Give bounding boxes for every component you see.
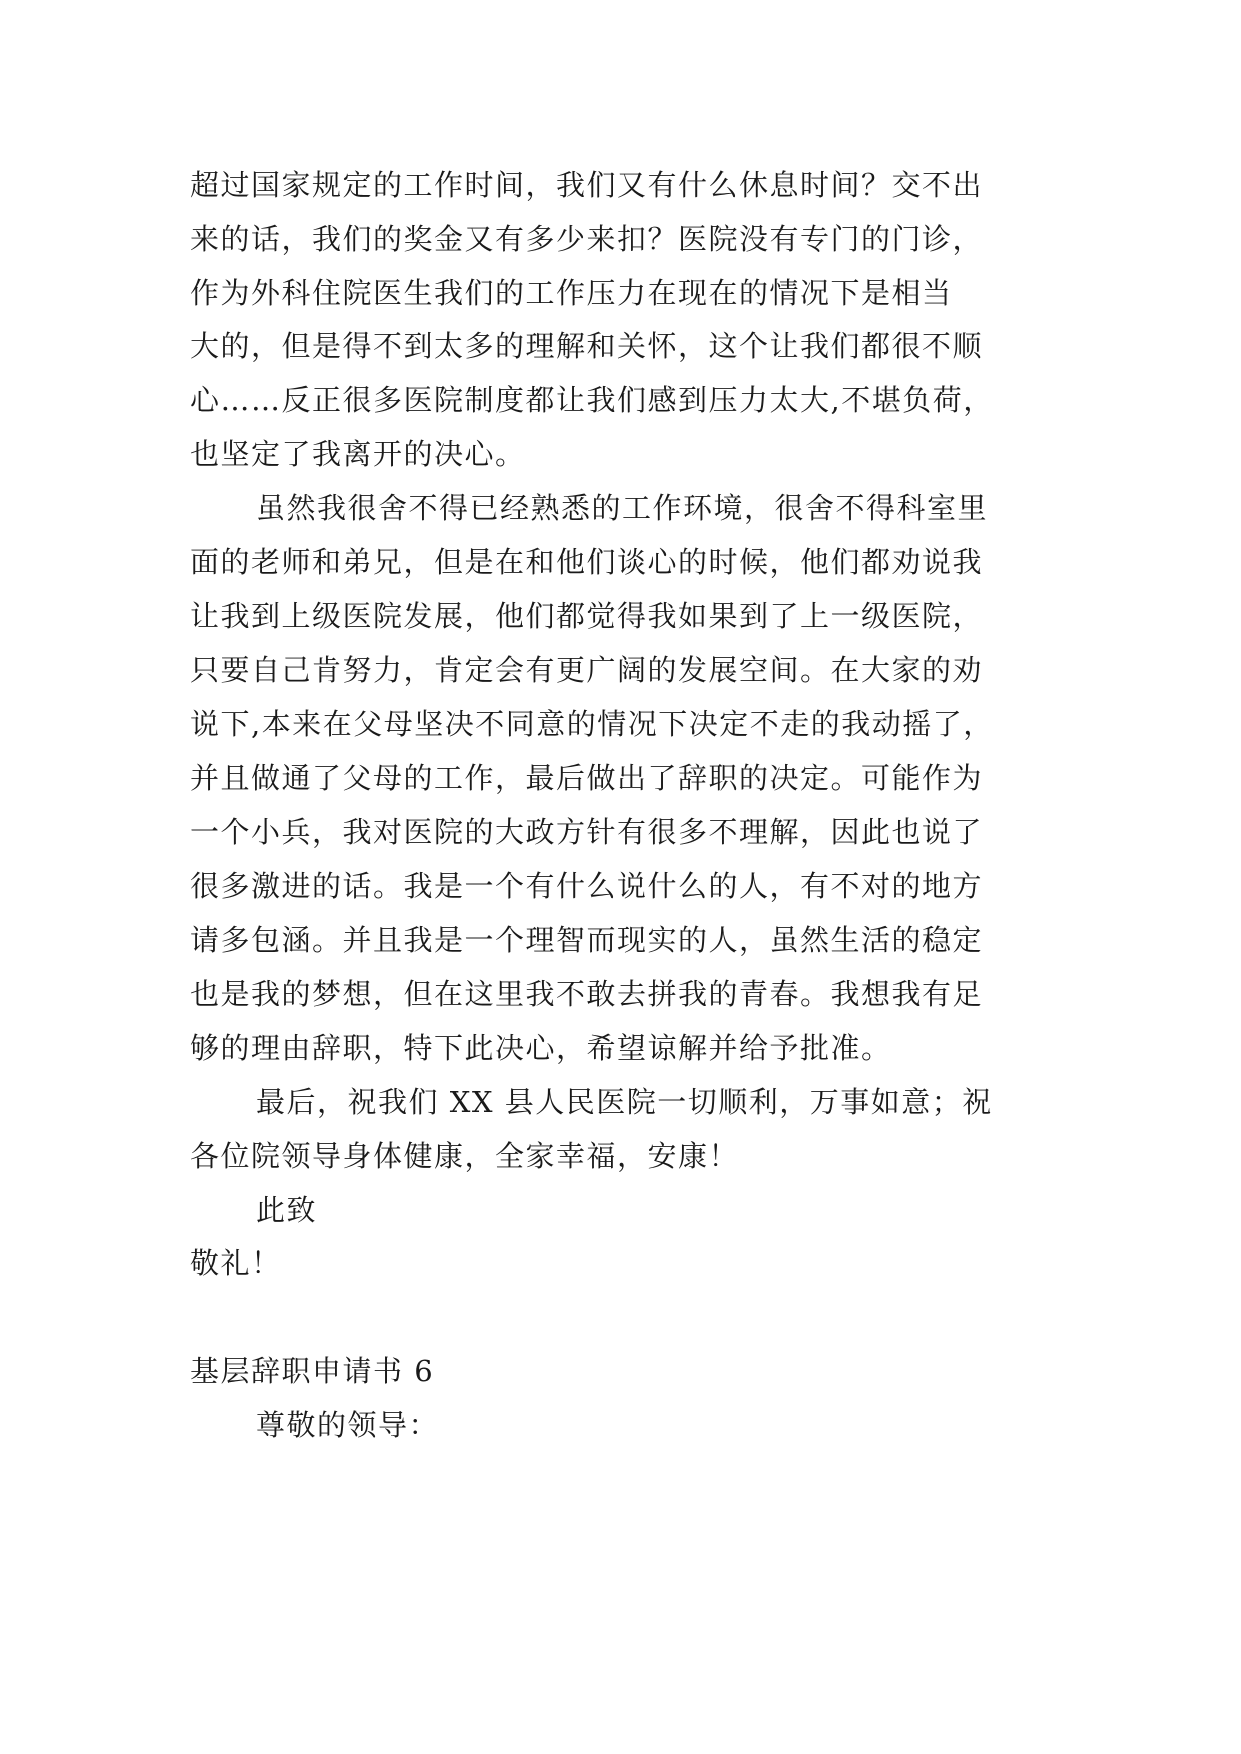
section-title: 基层辞职申请书 6 bbox=[190, 1354, 435, 1388]
paragraph-line: 一个小兵，我对医院的大政方针有很多不理解，因此也说了 bbox=[190, 815, 984, 849]
paragraph-line: 最后，祝我们 XX 县人民医院一切顺利，万事如意；祝 bbox=[256, 1085, 993, 1119]
paragraph-line: 作为外科住院医生我们的工作压力在现在的情况下是相当 bbox=[190, 276, 953, 310]
greeting-line: 尊敬的领导： bbox=[256, 1408, 440, 1442]
paragraph-line: 也是我的梦想，但在这里我不敢去拼我的青春。我想我有足 bbox=[190, 977, 984, 1011]
paragraph-line: 面的老师和弟兄，但是在和他们谈心的时候，他们都劝说我 bbox=[190, 545, 984, 579]
paragraph-line: 也坚定了我离开的决心。 bbox=[190, 437, 526, 471]
paragraph-line: 请多包涵。并且我是一个理智而现实的人，虽然生活的稳定 bbox=[190, 923, 984, 957]
paragraph-line: 说下,本来在父母坚决不同意的情况下决定不走的我动摇了， bbox=[190, 707, 994, 741]
salute-line: 敬礼！ bbox=[190, 1246, 282, 1280]
paragraph-line: 超过国家规定的工作时间，我们又有什么休息时间？交不出 bbox=[190, 168, 984, 202]
paragraph-line: 很多激进的话。我是一个有什么说什么的人，有不对的地方 bbox=[190, 869, 984, 903]
paragraph-line: 让我到上级医院发展，他们都觉得我如果到了上一级医院， bbox=[190, 599, 984, 633]
paragraph-line: 只要自己肯努力，肯定会有更广阔的发展空间。在大家的劝 bbox=[190, 653, 984, 687]
paragraph-line: 并且做通了父母的工作，最后做出了辞职的决定。可能作为 bbox=[190, 761, 984, 795]
paragraph-line: 心……反正很多医院制度都让我们感到压力太大,不堪负荷， bbox=[190, 383, 994, 417]
paragraph-line: 各位院领导身体健康，全家幸福，安康！ bbox=[190, 1139, 740, 1173]
closing-line: 此致 bbox=[256, 1193, 318, 1227]
paragraph-line: 来的话，我们的奖金又有多少来扣？医院没有专门的门诊， bbox=[190, 222, 984, 256]
paragraph-line: 大的，但是得不到太多的理解和关怀，这个让我们都很不顺 bbox=[190, 329, 984, 363]
paragraph-line: 虽然我很舍不得已经熟悉的工作环境，很舍不得科室里 bbox=[256, 491, 989, 525]
paragraph-line: 够的理由辞职，特下此决心，希望谅解并给予批准。 bbox=[190, 1031, 892, 1065]
